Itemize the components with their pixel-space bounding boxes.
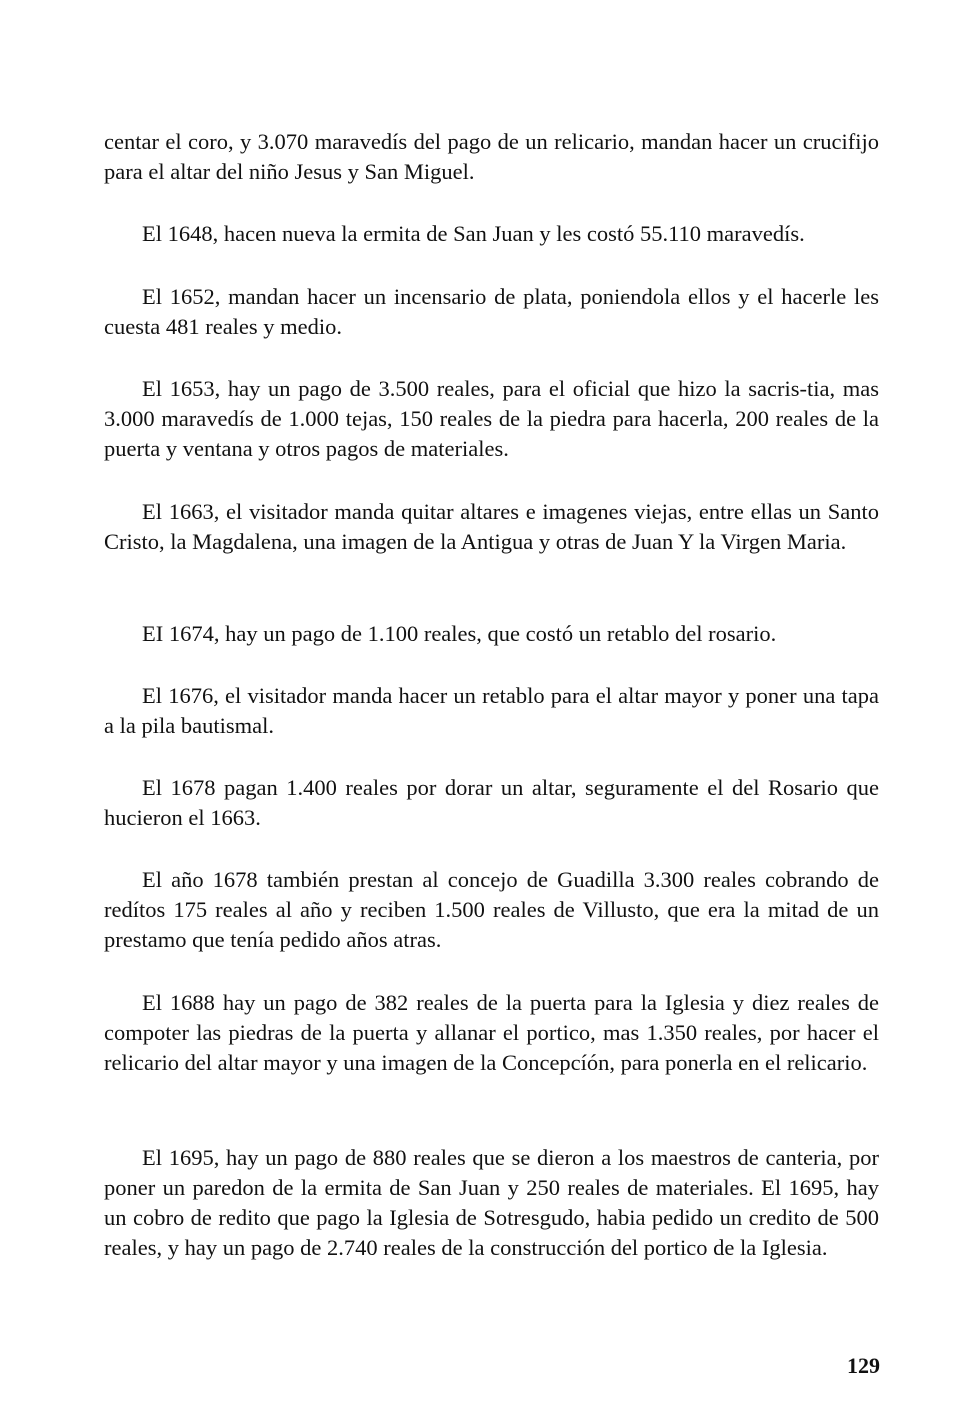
page-number: 129 [847,1353,880,1378]
paragraph-continuation: centar el coro, y 3.070 maravedís del pago de un relicario, mandan hacer un crucifijo para el altar del niño Jesus y San Miguel. [104,129,879,184]
paragraph-1676: El 1676, el visitador manda hacer un retablo para el altar mayor y poner una tapa a la pila bautismal. [104,683,879,738]
paragraph-1678-loan: El año 1678 también prestan al concejo de Guadilla 3.300 reales cobrando de redítos 175 reales al año y reciben 1.500 reales de Villusto, que era la mitad de un prestamo que tenía pedido años atras. [104,867,879,952]
paragraph-1648: El 1648, hacen nueva la ermita de San Juan y les costó 55.110 maravedís. [142,221,805,246]
paragraph-1678: El 1678 pagan 1.400 reales por dorar un altar, seguramente el del Rosario que hucieron el 1663. [104,775,879,830]
paragraph-1663: El 1663, el visitador manda quitar altares e imagenes viejas, entre ellas un Santo Cristo, la Magdalena, una imagen de la Antigua y otras de Juan Y la Virgen Maria. [104,499,879,554]
paragraph-1695: El 1695, hay un pago de 880 reales que se dieron a los maestros de canteria, por poner un paredon de la ermita de San Juan y 250 reales de materiales. El 1695, hay un cobro de redito que pago la Iglesia de Sotresgudo, habia pedido un credito de 500 reales, y hay un pago de 2.740 reales de la construcción del portico de la Iglesia. [104,1145,879,1260]
paragraph-1674: EI 1674, hay un pago de 1.100 reales, que costó un retablo del rosario. [142,621,777,646]
paragraph-1688: El 1688 hay un pago de 382 reales de la puerta para la Iglesia y diez reales de compoter las piedras de la puerta y allanar el portico, mas 1.350 reales, por hacer el relicario del altar mayor y una imagen de la Concepcíón, para ponerla en el relicario. [104,990,879,1075]
paragraph-1652: El 1652, mandan hacer un incensario de plata, poniendola ellos y el hacerle les cuesta 481 reales y medio. [104,284,879,339]
paragraph-1653: El 1653, hay un pago de 3.500 reales, para el oficial que hizo la sacris-tia, mas 3.000 maravedís de 1.000 tejas, 150 reales de la piedra para hacerla, 200 reales de la puerta y ventana y otros pagos de materiales. [104,376,879,461]
